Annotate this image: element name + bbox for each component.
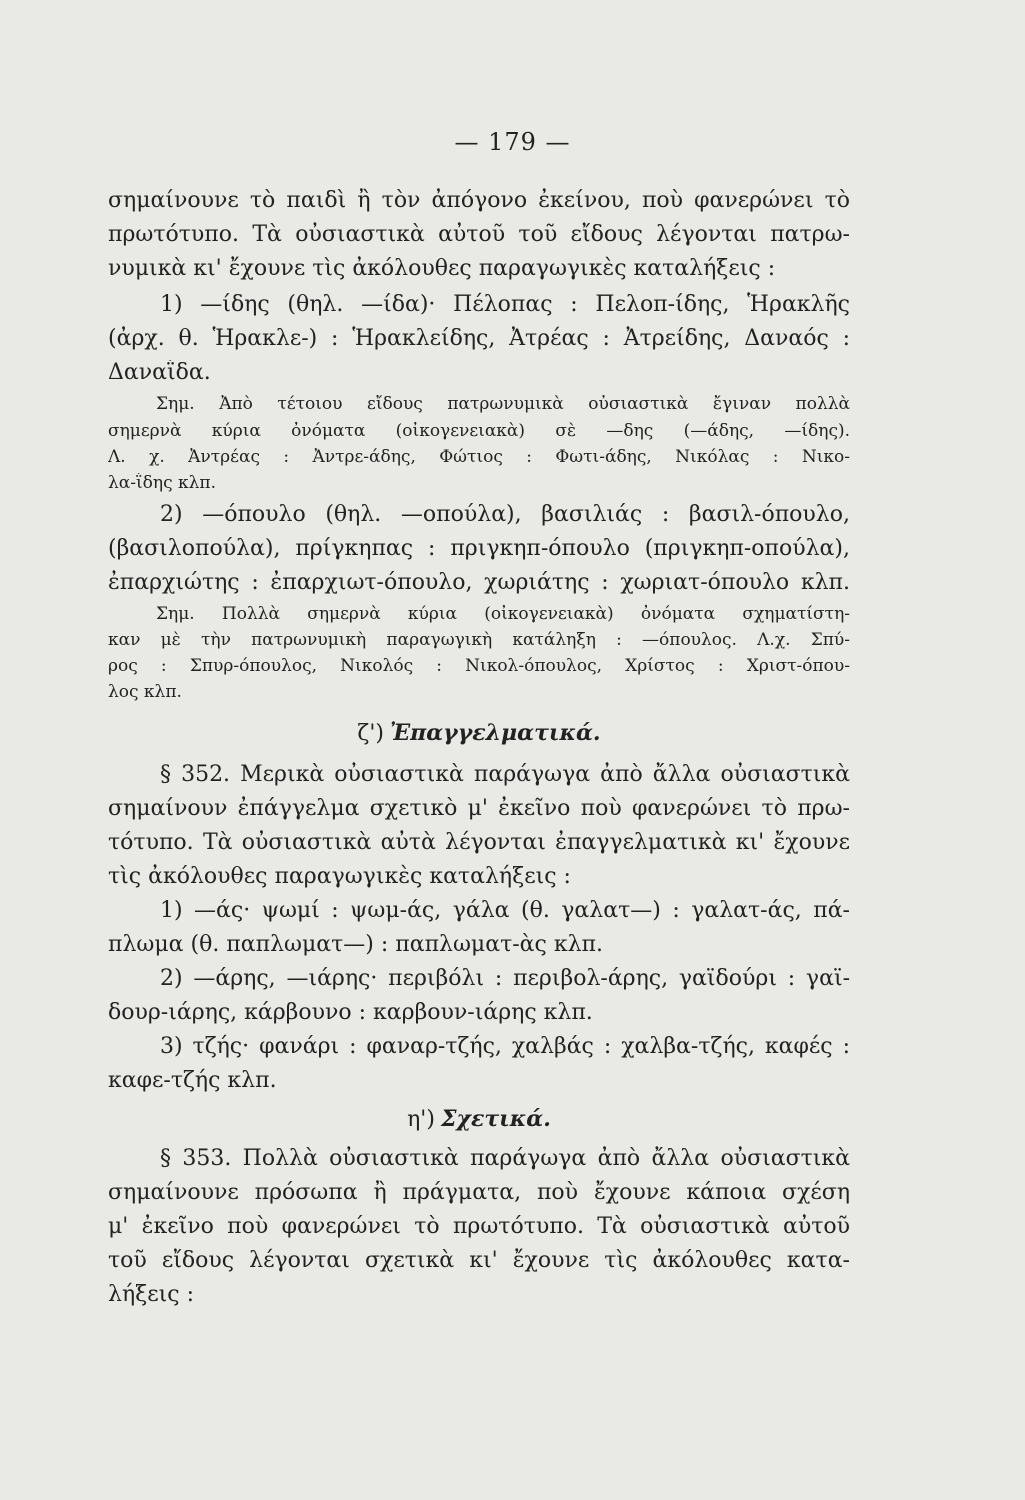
text-line: τὶς ἀκόλουθες παραγωγικὲς καταλήξεις : — [108, 864, 571, 889]
text-line: (βασιλοπούλα), πρίγκηπας : πριγκηπ-όπουλο (πριγκηπ-οπούλα), — [108, 536, 850, 561]
note-line: ρος : Σπυρ-όπουλος, Νικολός : Νικολ-όπουλος, Χρίστος : Χριστ-όπου- — [108, 656, 850, 676]
page-number: — 179 — — [454, 128, 571, 156]
text-line: 1) —ίδης (θηλ. —ίδα)· Πέλοπας : Πελοπ-ίδης, Ἡρακλῆς — [160, 292, 850, 317]
section-heading-number: η') — [407, 1107, 435, 1132]
text-line: (ἀρχ. θ. Ἡρακλε-) : Ἡρακλείδης, Ἀτρέας : Ἀτρείδης, Δαναός : — [108, 326, 850, 351]
text-line: Δαναΐδα. — [108, 360, 211, 385]
text-line: τοῦ εἴδους λέγονται σχετικὰ κι' ἔχουνε τὶς ἀκόλουθες κατα- — [108, 1248, 850, 1273]
text-line: 2) —άρης, —ιάρης· περιβόλι : περιβολ-άρης, γαϊδούρι : γαϊ- — [160, 966, 850, 991]
text-line: ἐπαρχιώτης : ἐπαρχιωτ-όπουλο, χωριάτης : χωριατ-όπουλο κλπ. — [108, 570, 850, 595]
text-line: 1) —άς· ψωμί : ψωμ-άς, γάλα (θ. γαλατ—) : γαλατ-άς, πά- — [160, 898, 850, 923]
section-heading-number: ζ') — [357, 721, 384, 746]
section-heading — [108, 1106, 850, 1132]
text-line: σημαίνουνε τὸ παιδὶ ἢ τὸν ἀπόγονο ἐκείνου, ποὺ φανερώνει τὸ — [108, 188, 850, 213]
text-line: σημαίνουν ἐπάγγελμα σχετικὸ μ' ἐκεῖνο ποὺ φανερώνει τὸ πρω- — [108, 796, 850, 821]
text-line: σημαίνουνε πρόσωπα ἢ πράγματα, ποὺ ἔχουνε κάποια σχέση — [108, 1180, 850, 1205]
text-line: νυμικὰ κι' ἔχουνε τὶς ἀκόλουθες παραγωγικὲς καταλήξεις : — [108, 256, 776, 281]
section-heading-title: Σχετικά. — [440, 1106, 551, 1132]
note-line: λος κλπ. — [108, 682, 182, 702]
text-line: πλωμα (θ. παπλωματ—) : παπλωματ-ὰς κλπ. — [108, 932, 603, 957]
text-line: τότυπο. Τὰ οὐσιαστικὰ αὐτὰ λέγονται ἐπαγγελματικὰ κι' ἔχουνε — [108, 830, 850, 855]
section-heading-title: Ἐπαγγελματικά. — [389, 720, 601, 746]
note-line: Λ. χ. Ἀντρέας : Ἀντρε-άδης, Φώτιος : Φωτι-άδης, Νικόλας : Νικο- — [108, 447, 850, 467]
text-line: § 352. Μερικὰ οὐσιαστικὰ παράγωγα ἀπὸ ἄλλα οὐσιαστικὰ — [160, 762, 850, 787]
note-line: Σημ. Ἀπὸ τέτοιου εἴδους πατρωνυμικὰ οὐσιαστικὰ ἔγιναν πολλὰ — [156, 394, 850, 414]
note-line: καν μὲ τὴν πατρωνυμικὴ παραγωγικὴ κατάληξη : —όπουλος. Λ.χ. Σπύ- — [108, 630, 850, 650]
text-line: καφε-τζής κλπ. — [108, 1068, 277, 1093]
text-line: μ' ἐκεῖνο ποὺ φανερώνει τὸ πρωτότυπο. Τὰ οὐσιαστικὰ αὐτοῦ — [108, 1214, 850, 1239]
text-line: λήξεις : — [108, 1282, 194, 1307]
text-line: δουρ-ιάρης, κάρβουνο : καρβουν-ιάρης κλπ. — [108, 1000, 593, 1025]
text-line: § 353. Πολλὰ οὐσιαστικὰ παράγωγα ἀπὸ ἄλλα οὐσιαστικὰ — [160, 1146, 850, 1171]
text-line: πρωτότυπο. Τὰ οὐσιαστικὰ αὐτοῦ τοῦ εἴδους λέγονται πατρω- — [108, 222, 850, 247]
section-heading — [108, 720, 850, 746]
note-line: Σημ. Πολλὰ σημερνὰ κύρια (οἰκογενειακὰ) ὀνόματα σχηματίστη- — [156, 604, 850, 624]
text-line: 3) τζής· φανάρι : φαναρ-τζής, χαλβάς : χαλβα-τζής, καφές : — [160, 1034, 850, 1059]
note-line: σημερνὰ κύρια ὀνόματα (οἰκογενειακὰ) σὲ —δης (—άδης, —ίδης). — [108, 421, 850, 441]
text-line: 2) —όπουλο (θηλ. —οπούλα), βασιλιάς : βασιλ-όπουλο, — [160, 502, 850, 527]
note-line: λα-ΐδης κλπ. — [108, 473, 216, 493]
